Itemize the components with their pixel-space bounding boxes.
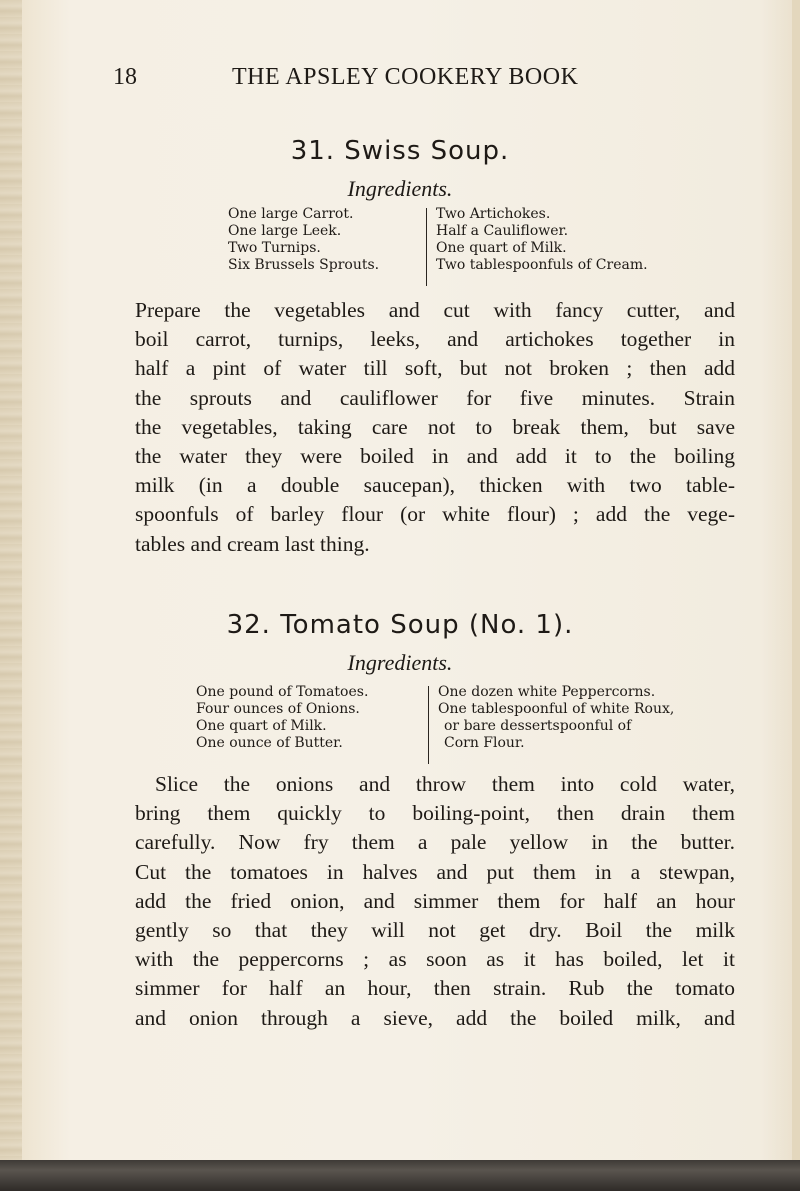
method-line: the vegetables, taking care not to break them, but save bbox=[135, 414, 735, 439]
ingredients-heading: Ingredients. bbox=[347, 176, 453, 201]
ingredient-item: Two Artichokes. bbox=[436, 206, 551, 222]
ingredient-item: Two Turnips. bbox=[228, 240, 321, 256]
method-line: Cut the tomatoes in halves and put them in a stewpan, bbox=[135, 859, 735, 884]
recipe-title: 32. Tomato Soup (No. 1). bbox=[226, 610, 574, 640]
ingredient-item: One tablespoonful of white Roux, bbox=[438, 701, 675, 717]
method-line: and onion through a sieve, add the boiled milk, and bbox=[135, 1005, 735, 1030]
ingredients-divider bbox=[428, 686, 429, 764]
scan-bottom-edge bbox=[0, 1160, 800, 1191]
method-line: spoonfuls of barley flour (or white flour) ; add the vege- bbox=[135, 502, 735, 527]
method-line: simmer for half an hour, then strain. Rub the tomato bbox=[135, 976, 735, 1001]
method-line: gently so that they will not get dry. Boil the milk bbox=[135, 918, 735, 943]
method-line: tables and cream last thing. bbox=[135, 531, 370, 556]
ingredient-item: Half a Cauliflower. bbox=[436, 223, 569, 239]
method-line: boil carrot, turnips, leeks, and artichokes together in bbox=[135, 327, 735, 352]
ingredient-item: One large Carrot. bbox=[228, 206, 354, 222]
ingredients-left-column bbox=[196, 684, 368, 752]
method-line: the sprouts and cauliflower for five minutes. Strain bbox=[135, 385, 735, 410]
recipe-method bbox=[135, 770, 735, 1033]
ingredient-item: Two tablespoonfuls of Cream. bbox=[436, 257, 648, 273]
recipe-title: 31. Swiss Soup. bbox=[290, 136, 510, 166]
ingredient-item: One large Leek. bbox=[228, 223, 342, 239]
ingredients-left-column bbox=[228, 206, 379, 274]
method-line: carefully. Now fry them a pale yellow in the butter. bbox=[135, 830, 735, 855]
method-line: milk (in a double saucepan), thicken with two table- bbox=[135, 473, 735, 498]
method-line: with the peppercorns ; as soon as it has boiled, let it bbox=[135, 947, 735, 972]
method-line: add the fried onion, and simmer them for half an hour bbox=[135, 888, 735, 913]
ingredient-item: One quart of Milk. bbox=[196, 718, 327, 734]
recipe-method bbox=[135, 296, 735, 559]
ingredients-divider bbox=[426, 208, 427, 286]
ingredient-item: One dozen white Peppercorns. bbox=[438, 684, 656, 700]
ingredient-item: One ounce of Butter. bbox=[196, 735, 343, 751]
ingredients-right-column bbox=[438, 684, 674, 752]
ingredient-item: One pound of Tomatoes. bbox=[196, 684, 369, 700]
method-line: Slice the onions and throw them into cold water, bbox=[155, 772, 735, 796]
method-line: the water they were boiled in and add it to the boiling bbox=[135, 444, 735, 469]
ingredient-item: One quart of Milk. bbox=[436, 240, 567, 256]
ingredient-item: Six Brussels Sprouts. bbox=[228, 257, 380, 273]
ingredient-item: Corn Flour. bbox=[444, 735, 525, 751]
ingredients-right-column bbox=[436, 206, 648, 274]
ingredient-item: or bare dessertspoonful of bbox=[444, 718, 632, 734]
method-line: Prepare the vegetables and cut with fancy cutter, and bbox=[135, 298, 735, 322]
page-number: 18 bbox=[113, 64, 137, 90]
method-line: half a pint of water till soft, but not broken ; then add bbox=[135, 356, 735, 381]
ingredients-heading: Ingredients. bbox=[347, 650, 453, 675]
ingredient-item: Four ounces of Onions. bbox=[196, 701, 360, 717]
method-line: bring them quickly to boiling-point, then drain them bbox=[135, 801, 735, 826]
page-header bbox=[0, 64, 800, 94]
running-title: THE APSLEY COOKERY BOOK bbox=[232, 64, 579, 90]
